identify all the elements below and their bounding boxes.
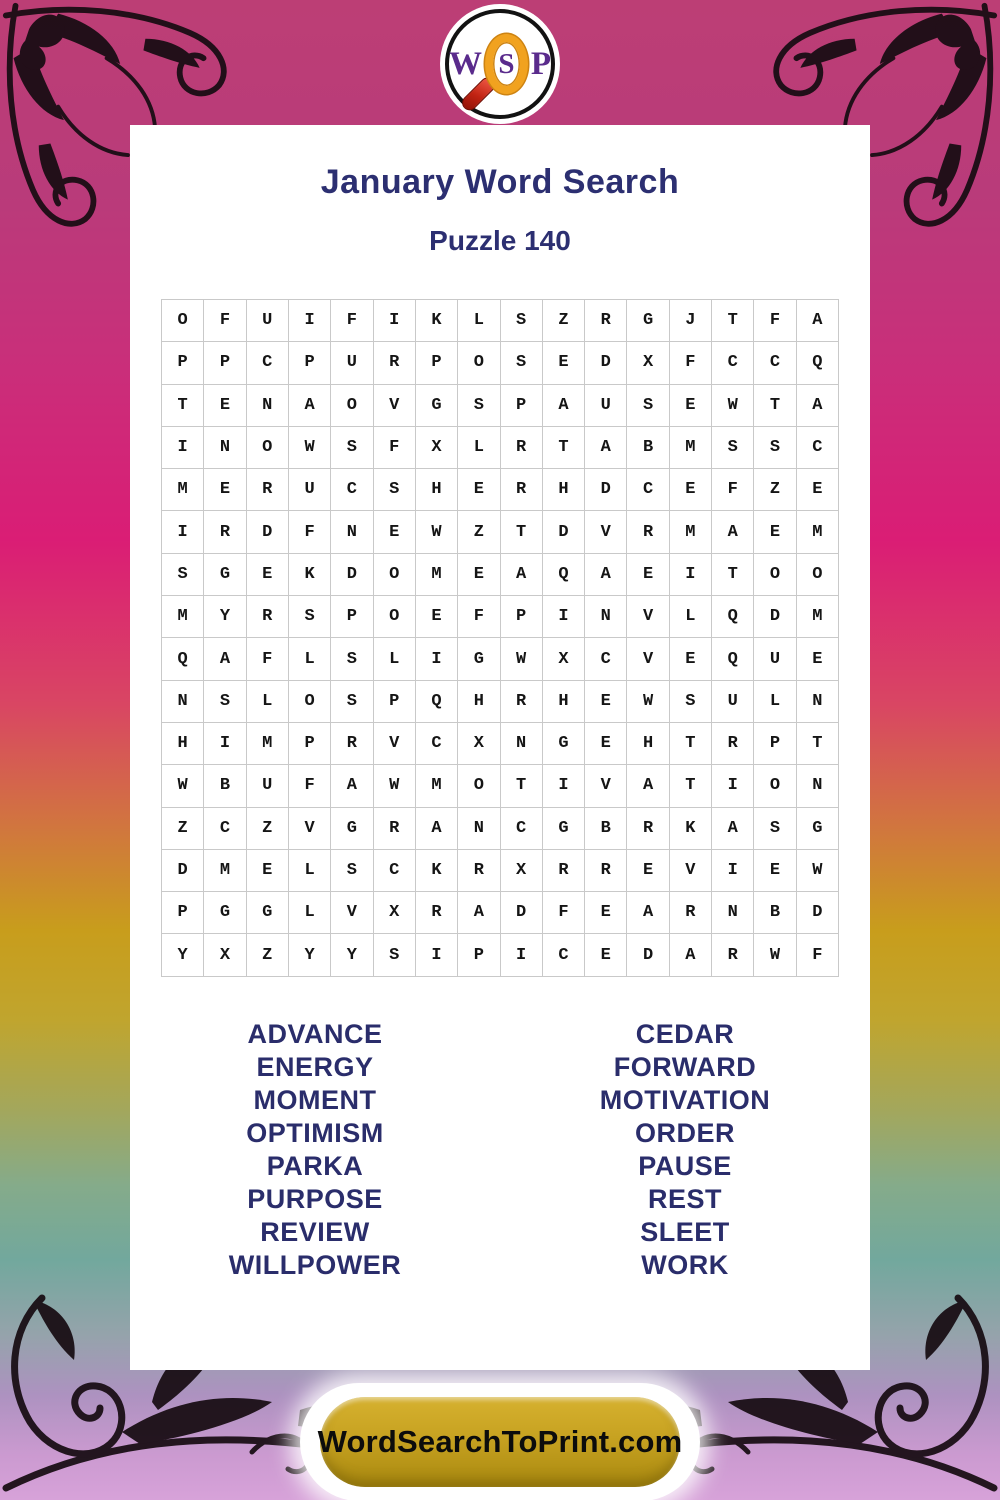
grid-cell: E (670, 469, 712, 511)
grid-cell: O (162, 300, 204, 342)
word-item: REST (647, 1184, 722, 1214)
word-item: MOMENT (253, 1085, 377, 1115)
grid-cell: N (712, 892, 754, 934)
grid-cell: C (416, 723, 458, 765)
grid-cell: F (204, 300, 246, 342)
grid-cell: A (797, 300, 839, 342)
grid-cell: W (162, 765, 204, 807)
grid-cell: M (247, 723, 289, 765)
logo-letter-s: S (498, 47, 515, 80)
grid-cell: Q (162, 638, 204, 680)
grid-cell: L (670, 596, 712, 638)
grid-cell: E (670, 385, 712, 427)
grid-cell: P (289, 723, 331, 765)
grid-cell: H (416, 469, 458, 511)
grid-cell: W (289, 427, 331, 469)
grid-cell: T (543, 427, 585, 469)
word-list-column-2 (500, 1018, 870, 1282)
grid-cell: P (289, 342, 331, 384)
grid-cell: D (627, 934, 669, 976)
grid-cell: S (501, 342, 543, 384)
grid-cell: M (797, 511, 839, 553)
site-link-label: WordSearchToPrint.com (317, 1424, 683, 1459)
grid-cell: A (712, 511, 754, 553)
grid-cell: E (627, 850, 669, 892)
grid-cell: S (754, 808, 796, 850)
word-list-column-1 (130, 1018, 500, 1282)
grid-cell: R (374, 808, 416, 850)
grid-cell: T (670, 765, 712, 807)
grid-cell: I (543, 765, 585, 807)
grid-cell: C (627, 469, 669, 511)
grid-cell: Z (754, 469, 796, 511)
grid-cell: V (585, 511, 627, 553)
grid-cell: P (458, 934, 500, 976)
grid-cell: R (670, 892, 712, 934)
grid-cell: S (289, 596, 331, 638)
grid-cell: N (247, 385, 289, 427)
grid-cell: C (374, 850, 416, 892)
grid-cell: N (585, 596, 627, 638)
grid-cell: O (331, 385, 373, 427)
grid-cell: F (289, 511, 331, 553)
grid-cell: O (754, 554, 796, 596)
grid-cell: R (627, 808, 669, 850)
grid-cell: R (247, 596, 289, 638)
grid-cell: Y (162, 934, 204, 976)
grid-cell: R (501, 681, 543, 723)
grid-cell: V (289, 808, 331, 850)
puzzle-card (130, 125, 870, 1370)
grid-cell: M (204, 850, 246, 892)
grid-cell: V (374, 385, 416, 427)
grid-cell: S (712, 427, 754, 469)
grid-cell: H (543, 469, 585, 511)
word-item: PURPOSE (247, 1184, 383, 1214)
grid-cell: Z (247, 934, 289, 976)
grid-cell: G (543, 808, 585, 850)
grid-cell: M (162, 469, 204, 511)
word-item: FORWARD (613, 1052, 757, 1082)
grid-cell: E (416, 596, 458, 638)
grid-cell: B (627, 427, 669, 469)
grid-cell: L (458, 300, 500, 342)
grid-cell: U (331, 342, 373, 384)
grid-cell: Z (162, 808, 204, 850)
site-link-button[interactable] (317, 1397, 683, 1487)
logo-ring (445, 9, 555, 119)
logo-letter-w: W (449, 45, 482, 82)
grid-cell: Z (458, 511, 500, 553)
grid-cell: L (458, 427, 500, 469)
magnifying-glass-icon (485, 34, 528, 94)
grid-cell: Y (204, 596, 246, 638)
grid-cell: E (585, 681, 627, 723)
grid-cell: P (331, 596, 373, 638)
grid-cell: R (501, 469, 543, 511)
grid-cell: D (585, 469, 627, 511)
grid-cell: C (754, 342, 796, 384)
grid-cell: I (712, 765, 754, 807)
word-item: OPTIMISM (246, 1118, 384, 1148)
grid-cell: U (247, 300, 289, 342)
grid-cell: V (627, 596, 669, 638)
grid-cell: E (247, 554, 289, 596)
grid-cell: G (458, 638, 500, 680)
word-item: ORDER (634, 1118, 735, 1148)
grid-cell: I (712, 850, 754, 892)
grid-cell: S (670, 681, 712, 723)
grid-cell: E (458, 554, 500, 596)
grid-cell: F (458, 596, 500, 638)
word-item: PARKA (266, 1151, 364, 1181)
grid-cell: T (162, 385, 204, 427)
grid-cell: E (247, 850, 289, 892)
grid-cell: K (416, 300, 458, 342)
grid-cell: F (331, 300, 373, 342)
word-item: PAUSE (638, 1151, 732, 1181)
grid-cell: S (162, 554, 204, 596)
grid-cell: L (289, 892, 331, 934)
grid-cell: R (458, 850, 500, 892)
grid-cell: C (797, 427, 839, 469)
grid-cell: E (204, 385, 246, 427)
grid-cell: S (754, 427, 796, 469)
grid-cell: G (627, 300, 669, 342)
grid-cell: C (543, 934, 585, 976)
puzzle-number: Puzzle 140 (429, 225, 571, 256)
grid-cell: O (797, 554, 839, 596)
grid-cell: F (670, 342, 712, 384)
grid-cell: E (458, 469, 500, 511)
grid-cell: V (670, 850, 712, 892)
grid-cell: Q (543, 554, 585, 596)
grid-cell: N (331, 511, 373, 553)
grid-cell: P (162, 342, 204, 384)
grid-cell: N (458, 808, 500, 850)
grid-cell: L (374, 638, 416, 680)
grid-cell: F (754, 300, 796, 342)
grid-cell: O (458, 765, 500, 807)
grid-cell: O (289, 681, 331, 723)
grid-cell: I (289, 300, 331, 342)
grid-cell: R (627, 511, 669, 553)
grid-cell: U (754, 638, 796, 680)
grid-cell: D (501, 892, 543, 934)
grid-cell: X (416, 427, 458, 469)
grid-cell: Z (247, 808, 289, 850)
grid-cell: C (331, 469, 373, 511)
grid-cell: T (797, 723, 839, 765)
grid-cell: D (797, 892, 839, 934)
grid-cell: C (247, 342, 289, 384)
grid-cell: P (754, 723, 796, 765)
grid-cell: E (585, 934, 627, 976)
word-item: REVIEW (260, 1217, 370, 1247)
grid-cell: A (670, 934, 712, 976)
grid-cell: S (331, 427, 373, 469)
grid-cell: W (416, 511, 458, 553)
grid-cell: C (204, 808, 246, 850)
grid-cell: W (754, 934, 796, 976)
grid-cell: A (712, 808, 754, 850)
grid-cell: E (754, 850, 796, 892)
grid-cell: T (501, 765, 543, 807)
grid-cell: U (712, 681, 754, 723)
grid-cell: A (585, 554, 627, 596)
grid-cell: X (501, 850, 543, 892)
grid-cell: P (501, 596, 543, 638)
grid-cell: D (247, 511, 289, 553)
grid-cell: G (247, 892, 289, 934)
grid-cell: S (204, 681, 246, 723)
grid-cell: H (543, 681, 585, 723)
grid-cell: A (543, 385, 585, 427)
grid-cell: P (501, 385, 543, 427)
grid-cell: G (204, 554, 246, 596)
grid-cell: R (331, 723, 373, 765)
grid-cell: G (543, 723, 585, 765)
grid-cell: K (670, 808, 712, 850)
grid-cell: L (247, 681, 289, 723)
grid-cell: U (289, 469, 331, 511)
grid-cell: Q (712, 638, 754, 680)
grid-cell: M (416, 554, 458, 596)
grid-cell: M (162, 596, 204, 638)
grid-cell: K (289, 554, 331, 596)
grid-cell: C (501, 808, 543, 850)
word-item: SLEET (640, 1217, 730, 1247)
grid-cell: A (416, 808, 458, 850)
grid-cell: M (797, 596, 839, 638)
grid-cell: A (627, 892, 669, 934)
grid-cell: E (585, 723, 627, 765)
grid-cell: E (543, 342, 585, 384)
grid-cell: S (331, 681, 373, 723)
grid-cell: W (627, 681, 669, 723)
grid-cell: R (543, 850, 585, 892)
grid-cell: E (627, 554, 669, 596)
grid-cell: Q (416, 681, 458, 723)
logo-letter-p: P (530, 45, 551, 82)
grid-cell: W (374, 765, 416, 807)
grid-cell: I (670, 554, 712, 596)
grid-cell: T (712, 300, 754, 342)
grid-cell: Q (797, 342, 839, 384)
grid-cell: Y (289, 934, 331, 976)
grid-cell: T (501, 511, 543, 553)
grid-cell: A (585, 427, 627, 469)
grid-cell: H (627, 723, 669, 765)
grid-cell: M (670, 427, 712, 469)
grid-cell: V (374, 723, 416, 765)
grid-cell: B (754, 892, 796, 934)
grid-cell: P (162, 892, 204, 934)
grid-cell: O (247, 427, 289, 469)
grid-cell: F (712, 469, 754, 511)
word-item: WILLPOWER (228, 1250, 402, 1280)
grid-cell: S (374, 934, 416, 976)
grid-cell: V (627, 638, 669, 680)
grid-cell: S (458, 385, 500, 427)
grid-cell: D (331, 554, 373, 596)
grid-cell: R (501, 427, 543, 469)
grid-cell: R (712, 934, 754, 976)
grid-cell: E (585, 892, 627, 934)
grid-cell: E (754, 511, 796, 553)
grid-cell: D (162, 850, 204, 892)
grid-cell: T (712, 554, 754, 596)
grid-cell: R (585, 300, 627, 342)
grid-cell: A (204, 638, 246, 680)
grid-cell: F (543, 892, 585, 934)
grid-cell: O (754, 765, 796, 807)
grid-cell: N (797, 681, 839, 723)
grid-cell: Q (712, 596, 754, 638)
grid-cell: W (501, 638, 543, 680)
grid-cell: A (501, 554, 543, 596)
grid-cell: N (797, 765, 839, 807)
grid-cell: R (416, 892, 458, 934)
grid-cell: V (585, 765, 627, 807)
grid-cell: G (204, 892, 246, 934)
wsp-logo (440, 4, 560, 124)
grid-cell: S (331, 850, 373, 892)
grid-cell: B (204, 765, 246, 807)
grid-cell: P (374, 681, 416, 723)
grid-cell: X (204, 934, 246, 976)
grid-cell: I (416, 934, 458, 976)
grid-cell: X (458, 723, 500, 765)
grid-cell: C (585, 638, 627, 680)
grid-cell: D (585, 342, 627, 384)
grid-cell: N (204, 427, 246, 469)
grid-cell: E (204, 469, 246, 511)
grid-cell: U (585, 385, 627, 427)
grid-cell: O (374, 596, 416, 638)
grid-cell: E (797, 638, 839, 680)
magnifier-lens (485, 34, 528, 94)
letter-grid (161, 299, 839, 977)
grid-cell: P (416, 342, 458, 384)
grid-cell: I (204, 723, 246, 765)
grid-cell: G (331, 808, 373, 850)
grid-cell: K (416, 850, 458, 892)
grid-cell: T (754, 385, 796, 427)
grid-cell: I (162, 427, 204, 469)
grid-cell: S (374, 469, 416, 511)
word-item: MOTIVATION (599, 1085, 771, 1115)
grid-cell: F (247, 638, 289, 680)
grid-cell: G (797, 808, 839, 850)
grid-cell: M (670, 511, 712, 553)
word-list (130, 1018, 870, 1282)
grid-cell: A (331, 765, 373, 807)
grid-cell: S (627, 385, 669, 427)
grid-cell: G (416, 385, 458, 427)
grid-cell: A (797, 385, 839, 427)
grid-cell: Z (543, 300, 585, 342)
grid-cell: I (543, 596, 585, 638)
grid-cell: L (289, 850, 331, 892)
grid-cell: A (289, 385, 331, 427)
grid-cell: F (289, 765, 331, 807)
grid-cell: I (374, 300, 416, 342)
grid-cell: L (754, 681, 796, 723)
grid-cell: Y (331, 934, 373, 976)
word-item: CEDAR (635, 1019, 735, 1049)
grid-cell: O (458, 342, 500, 384)
grid-cell: S (501, 300, 543, 342)
grid-cell: A (627, 765, 669, 807)
grid-cell: A (458, 892, 500, 934)
grid-cell: V (331, 892, 373, 934)
grid-cell: B (585, 808, 627, 850)
grid-cell: P (204, 342, 246, 384)
grid-cell: D (543, 511, 585, 553)
grid-cell: L (289, 638, 331, 680)
grid-cell: X (543, 638, 585, 680)
grid-cell: J (670, 300, 712, 342)
grid-cell: E (670, 638, 712, 680)
grid-cell: R (374, 342, 416, 384)
grid-cell: X (627, 342, 669, 384)
grid-cell: M (416, 765, 458, 807)
grid-cell: I (162, 511, 204, 553)
grid-cell: W (797, 850, 839, 892)
grid-cell: S (331, 638, 373, 680)
grid-cell: I (501, 934, 543, 976)
grid-cell: R (247, 469, 289, 511)
grid-cell: T (670, 723, 712, 765)
grid-cell: C (712, 342, 754, 384)
grid-cell: E (374, 511, 416, 553)
grid-cell: E (797, 469, 839, 511)
grid-cell: H (162, 723, 204, 765)
grid-cell: N (162, 681, 204, 723)
grid-cell: I (416, 638, 458, 680)
grid-cell: W (712, 385, 754, 427)
word-item: ENERGY (256, 1052, 374, 1082)
page-title: January Word Search (320, 163, 680, 201)
grid-cell: F (797, 934, 839, 976)
grid-cell: X (374, 892, 416, 934)
grid-cell: H (458, 681, 500, 723)
grid-cell: R (712, 723, 754, 765)
grid-cell: U (247, 765, 289, 807)
grid-cell: R (204, 511, 246, 553)
word-item: WORK (641, 1250, 729, 1280)
grid-cell: D (754, 596, 796, 638)
grid-cell: O (374, 554, 416, 596)
word-item: ADVANCE (247, 1019, 383, 1049)
grid-cell: F (374, 427, 416, 469)
grid-cell: R (585, 850, 627, 892)
grid-cell: N (501, 723, 543, 765)
